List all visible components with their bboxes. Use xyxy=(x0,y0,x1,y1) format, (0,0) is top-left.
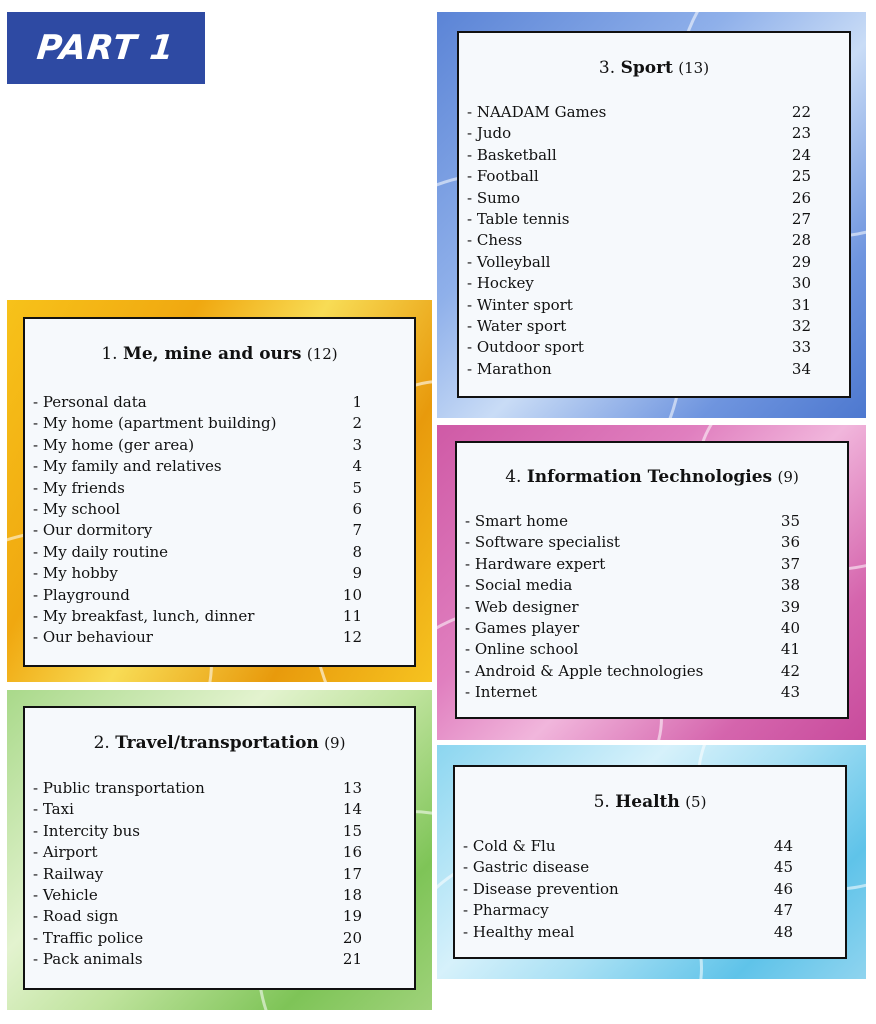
section-number: 4. xyxy=(505,467,522,487)
topic-page-number: 29 xyxy=(791,252,811,271)
topic-page-number: 28 xyxy=(791,231,811,250)
topic-label: - Software specialist xyxy=(465,533,620,552)
topic-label: - Web designer xyxy=(465,597,579,616)
topic-label: - Our dormitory xyxy=(33,521,153,540)
topic-page-number: 34 xyxy=(791,359,811,378)
topic-page-number: 48 xyxy=(773,922,793,941)
section-count: (9) xyxy=(324,734,346,752)
topic-label: - My friends xyxy=(33,478,125,497)
topic-label: - Volleyball xyxy=(467,252,551,271)
topic-label: - Smart home xyxy=(465,512,569,530)
section-title xyxy=(457,467,847,487)
topic-label: - Hockey xyxy=(467,274,534,293)
topic-label: - Intercity bus xyxy=(33,821,140,840)
section-name: Travel/transportation xyxy=(115,733,319,753)
topic-page-number: 27 xyxy=(791,210,811,228)
topic-label: - Traffic police xyxy=(33,928,144,947)
topic-label: - Marathon xyxy=(467,359,552,378)
health-card xyxy=(453,765,847,959)
topic-page-number: 8 xyxy=(352,542,362,561)
topic-label: - Cold & Flu xyxy=(463,837,556,855)
topic-page-number: 17 xyxy=(342,864,362,883)
topic-label: - Disease prevention xyxy=(463,879,619,898)
topic-label: - Our behaviour xyxy=(33,628,153,647)
section-count: (13) xyxy=(678,59,710,77)
topic-page-number: 3 xyxy=(352,435,362,454)
topic-page-number: 1 xyxy=(352,393,362,411)
topic-label: - Basketball xyxy=(467,145,557,164)
topic-page-number: 33 xyxy=(791,338,811,357)
topic-label: - Sumo xyxy=(467,188,521,207)
topic-label: - Online school xyxy=(465,640,579,659)
topic-page-number: 14 xyxy=(342,800,362,819)
topic-page-number: 31 xyxy=(791,295,811,314)
section-count: (5) xyxy=(685,793,707,811)
topic-page-number: 24 xyxy=(791,145,811,164)
section-name: Information Technologies xyxy=(526,467,773,487)
topic-page-number: 7 xyxy=(352,521,362,540)
part-banner xyxy=(7,12,205,84)
it-card xyxy=(455,441,849,719)
topic-label: - Personal data xyxy=(33,393,147,411)
topic-page-number: 5 xyxy=(352,478,362,497)
topic-label: - Healthy meal xyxy=(463,922,575,941)
topic-page-number: 43 xyxy=(780,683,800,702)
topic-page-number: 25 xyxy=(791,167,811,186)
topic-page-number: 42 xyxy=(780,661,800,680)
topic-page-number: 21 xyxy=(342,950,362,969)
topic-page-number: 16 xyxy=(342,843,362,862)
topic-page-number: 44 xyxy=(773,837,793,855)
topic-page-number: 35 xyxy=(780,512,800,530)
topic-label: - Hardware expert xyxy=(465,554,606,573)
section-number: 3. xyxy=(598,58,616,78)
topic-label: - Public transportation xyxy=(33,779,205,797)
topic-label: - Table tennis xyxy=(467,210,570,228)
topic-label: - Gastric disease xyxy=(463,858,590,877)
topic-page-number: 32 xyxy=(791,317,811,335)
topic-label: - Internet xyxy=(465,683,538,702)
topic-label: - My hobby xyxy=(33,564,118,583)
topic-page-number: 41 xyxy=(780,640,800,659)
me-card xyxy=(23,317,416,667)
topic-label: - My home (apartment building) xyxy=(33,414,277,433)
section-title xyxy=(459,58,849,78)
section-number: 2. xyxy=(93,733,110,753)
section-name: Me, mine and ours xyxy=(123,344,302,364)
topic-page-number: 19 xyxy=(342,907,362,926)
topic-page-number: 12 xyxy=(342,628,362,647)
topic-label: - Railway xyxy=(33,864,104,883)
topic-label: - Winter sport xyxy=(467,295,573,314)
topic-label: - NAADAM Games xyxy=(467,103,607,121)
topic-page-number: 39 xyxy=(780,597,800,616)
topic-page-number: 15 xyxy=(342,821,362,840)
topic-page-number: 2 xyxy=(352,414,362,433)
topic-label: - Football xyxy=(467,167,539,186)
section-count: (9) xyxy=(777,468,799,486)
topic-label: - Social media xyxy=(465,576,573,595)
topic-label: - My breakfast, lunch, dinner xyxy=(33,607,255,625)
topic-label: - Games player xyxy=(465,619,580,637)
topic-label: - My home (ger area) xyxy=(33,435,195,454)
topic-page-number: 26 xyxy=(791,188,811,207)
topic-page-number: 22 xyxy=(791,103,811,121)
section-number: 1. xyxy=(101,344,118,364)
topic-page-number: 37 xyxy=(780,554,800,573)
topic-page-number: 30 xyxy=(791,274,811,293)
topic-page-number: 13 xyxy=(342,779,362,797)
topic-label: - Judo xyxy=(467,124,512,143)
topic-page-number: 38 xyxy=(780,576,800,595)
topic-label: - Water sport xyxy=(467,317,567,335)
section-number: 5. xyxy=(593,792,610,812)
topic-label: - Playground xyxy=(33,585,130,604)
topic-label: - Airport xyxy=(33,843,98,862)
topic-page-number: 46 xyxy=(773,879,793,898)
topic-page-number: 6 xyxy=(352,500,362,518)
topic-label: - Taxi xyxy=(33,800,74,819)
section-title xyxy=(455,792,845,812)
section-count: (12) xyxy=(306,345,338,363)
topic-label: - Pack animals xyxy=(33,950,143,969)
topic-page-number: 36 xyxy=(780,533,800,552)
topic-label: - Chess xyxy=(467,231,523,250)
travel-card xyxy=(23,706,416,990)
topic-label: - Road sign xyxy=(33,907,119,926)
topic-page-number: 47 xyxy=(773,901,793,920)
topic-label: - Pharmacy xyxy=(463,901,549,920)
section-title xyxy=(25,733,414,753)
topic-page-number: 10 xyxy=(342,585,362,604)
topic-page-number: 20 xyxy=(342,928,362,947)
topic-page-number: 45 xyxy=(773,858,793,877)
topic-label: - My family and relatives xyxy=(33,457,222,476)
section-title xyxy=(25,344,414,364)
topic-page-number: 9 xyxy=(352,564,362,583)
part-banner-label: PART 1 xyxy=(35,28,177,68)
topic-label: - Android & Apple technologies xyxy=(465,661,704,680)
topic-page-number: 4 xyxy=(352,457,362,476)
topic-page-number: 40 xyxy=(780,619,800,637)
topic-label: - My daily routine xyxy=(33,542,169,561)
section-name: Health xyxy=(615,792,680,812)
topic-label: - Outdoor sport xyxy=(467,338,584,357)
topic-label: - My school xyxy=(33,500,121,518)
section-name: Sport xyxy=(620,58,673,78)
topic-label: - Vehicle xyxy=(33,886,98,904)
topic-page-number: 18 xyxy=(342,886,362,904)
sport-card xyxy=(457,31,851,398)
topic-page-number: 11 xyxy=(342,607,362,625)
topic-page-number: 23 xyxy=(791,124,811,143)
